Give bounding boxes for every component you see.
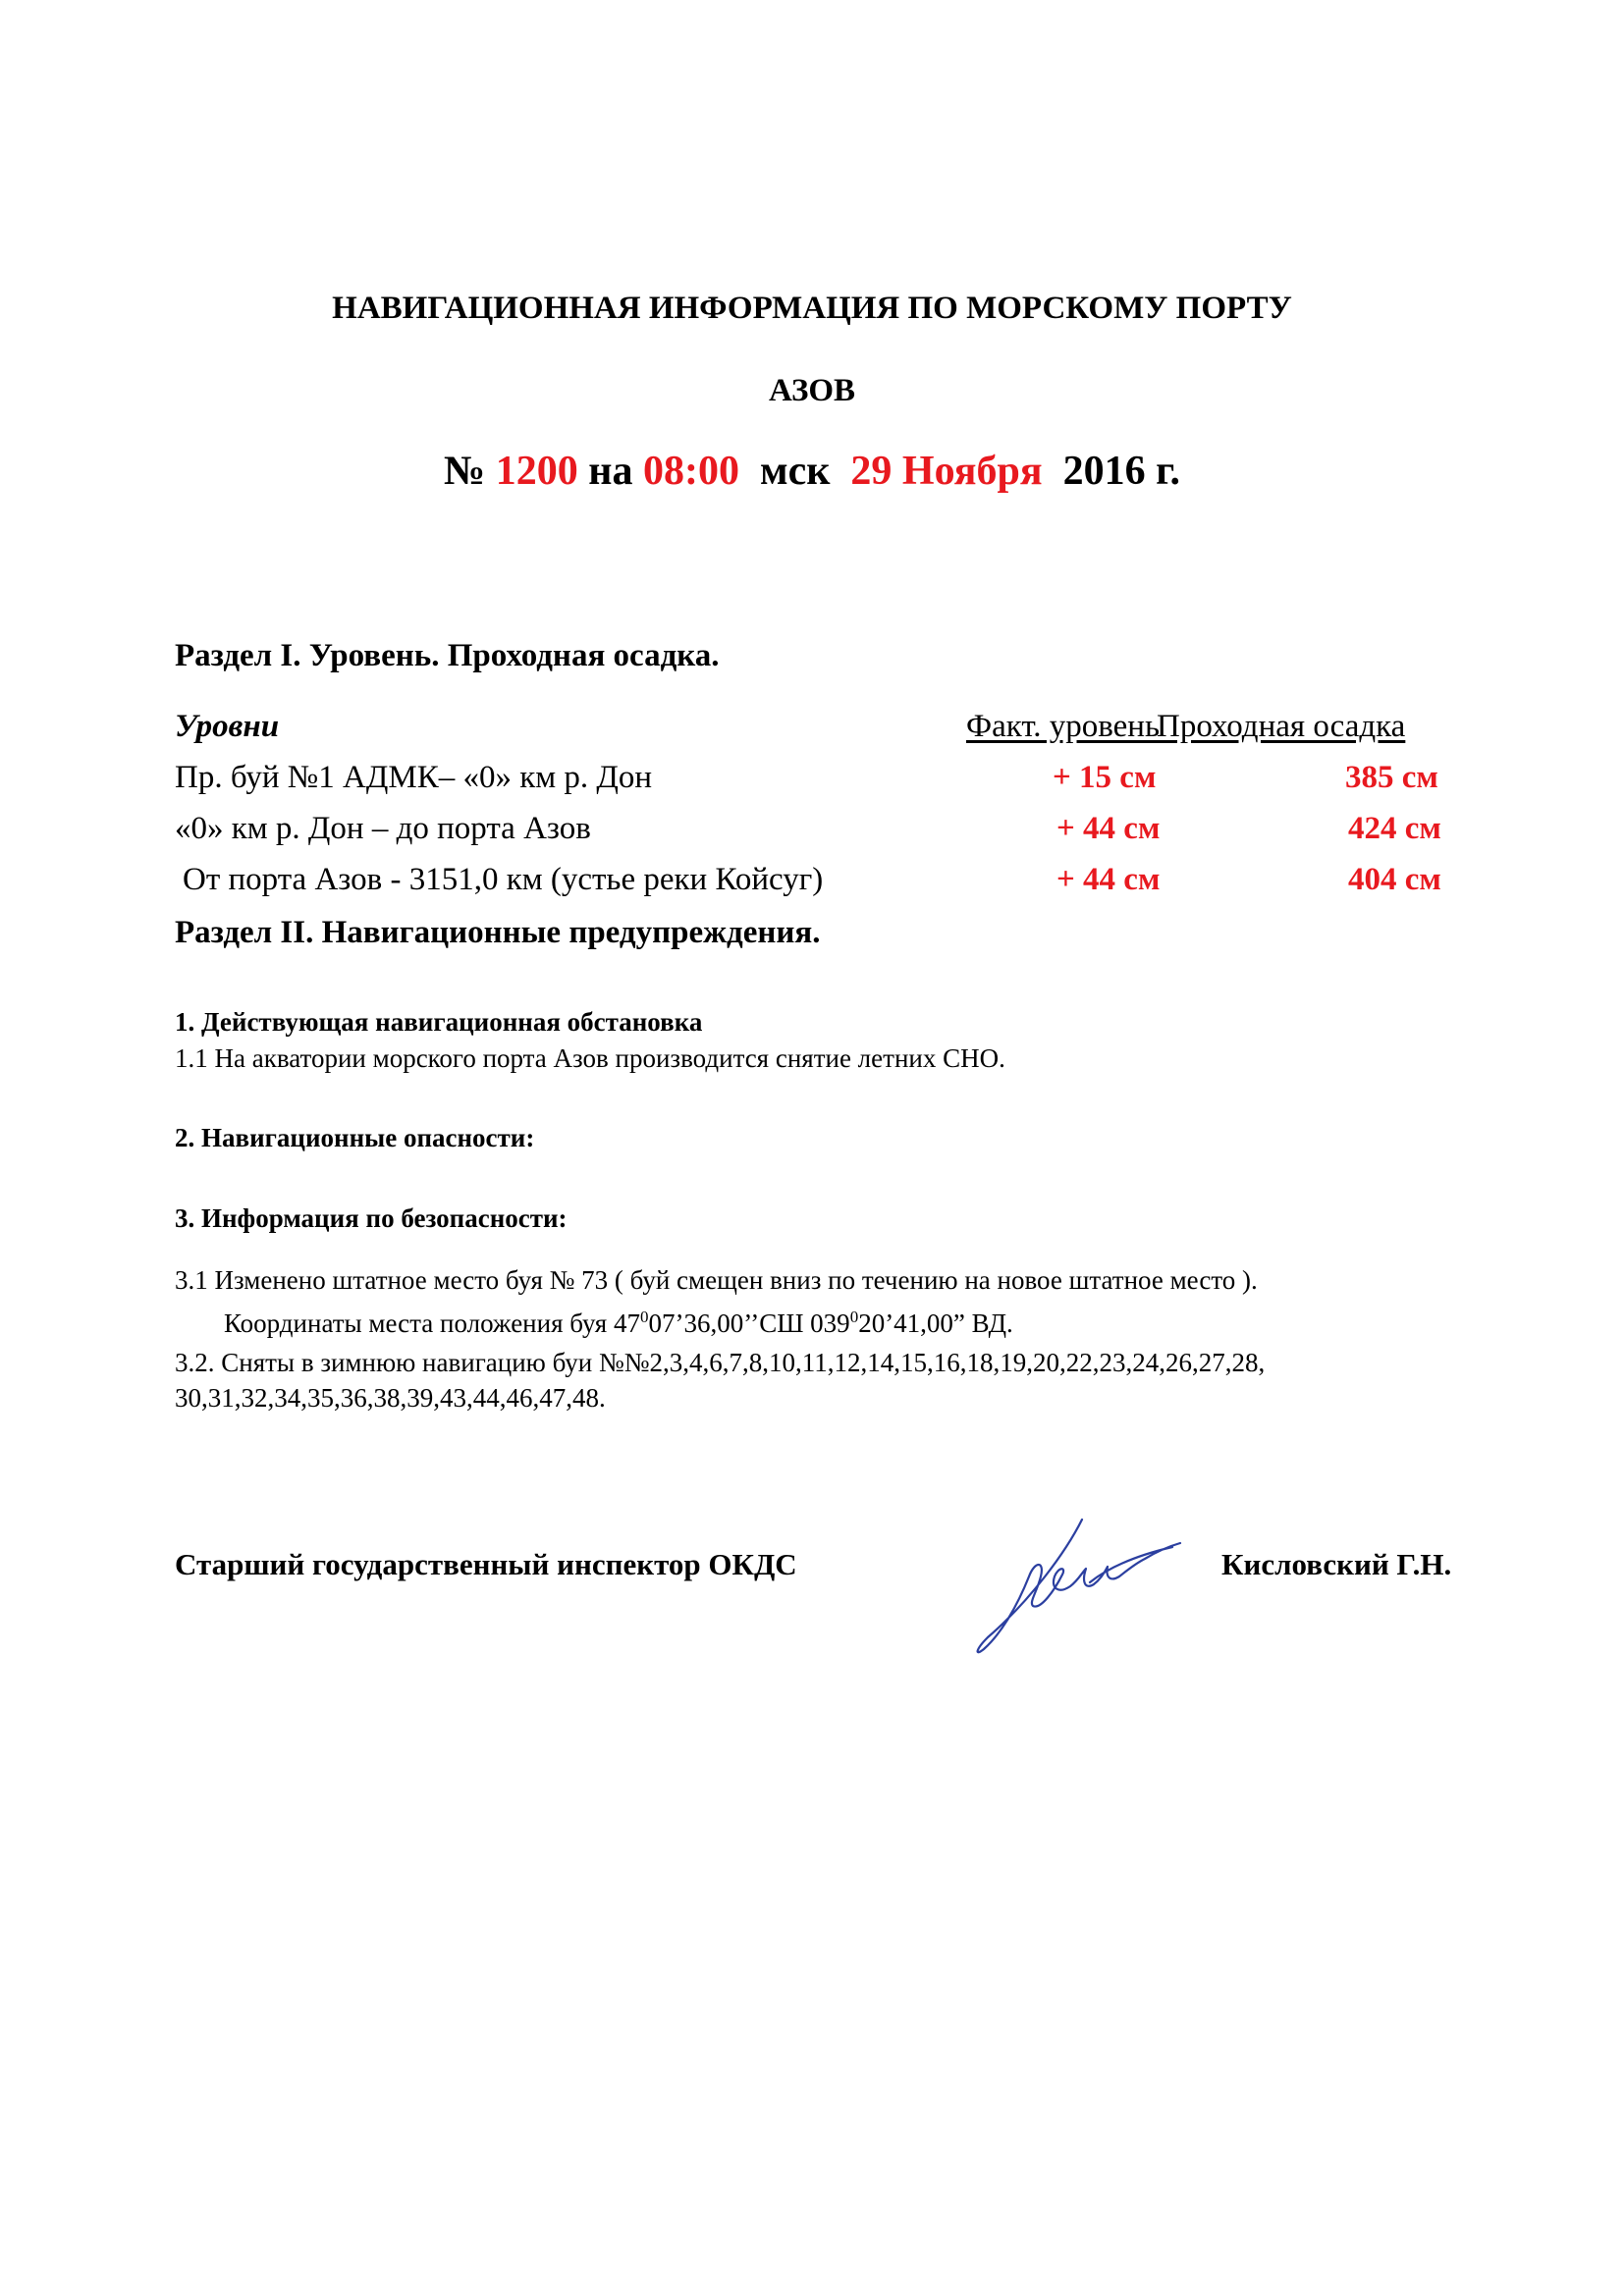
document-title: НАВИГАЦИОННАЯ ИНФОРМАЦИЯ ПО МОРСКОМУ ПОРТУ — [332, 291, 1292, 326]
col-draft: Проходная осадка — [1157, 709, 1406, 744]
section1-title: Раздел I. Уровень. Проходная осадка. — [175, 638, 720, 673]
bulletin-date: 29 Ноября — [850, 449, 1043, 494]
col-levels: Уровни — [175, 709, 280, 744]
degree-mark: 0 — [639, 1308, 649, 1326]
bulletin-number: 1200 — [495, 449, 578, 494]
segment-name: От порта Азов - 3151,0 км (устье реки Койсуг) — [183, 862, 824, 897]
signatory-position: Старший государственный инспектор ОКДС — [175, 1547, 797, 1581]
at-label: на — [588, 449, 633, 494]
subsection-title: 3. Информация по безопасности: — [175, 1203, 568, 1233]
bulletin-number-line — [0, 448, 1624, 495]
coords-prefix: Координаты места положения буя 47 — [224, 1308, 640, 1338]
table-row — [175, 862, 1569, 905]
notice-text: 3.1 Изменено штатное место буя № 73 ( буй смещен вниз по течению на новое штатное место ). — [175, 1265, 1258, 1295]
draft-value: 385 см — [1345, 760, 1438, 795]
coords-longitude: 20’41,00” ВД. — [858, 1308, 1013, 1338]
handwritten-signature — [972, 1512, 1198, 1659]
draft-value: 424 см — [1348, 811, 1441, 846]
col-actual-level: Факт. уровень — [966, 709, 1161, 744]
buoy-coordinates — [224, 1306, 1013, 1341]
bulletin-time: 08:00 — [642, 449, 739, 494]
segment-name: «0» км р. Дон – до порта Азов — [175, 811, 591, 846]
subsection-title: 2. Навигационные опасности: — [175, 1123, 535, 1152]
bulletin-year: 2016 г. — [1062, 449, 1180, 494]
notice-text: 30,31,32,34,35,36,38,39,43,44,46,47,48. — [175, 1383, 606, 1413]
section2-title: Раздел II. Навигационные предупреждения. — [175, 915, 821, 950]
actual-level-value: + 44 см — [1056, 862, 1161, 897]
notice-text: 1.1 На акватории морского порта Азов производится снятие летних СНО. — [175, 1043, 1005, 1073]
actual-level-value: + 44 см — [1056, 811, 1161, 846]
timezone-label: мск — [759, 449, 831, 494]
draft-value: 404 см — [1348, 862, 1441, 897]
subsection-title: 1. Действующая навигационная обстановка — [175, 1007, 703, 1037]
port-name: АЗОВ — [768, 373, 856, 408]
actual-level-value: + 15 см — [1053, 760, 1157, 795]
degree-mark: 0 — [849, 1308, 859, 1326]
segment-name: Пр. буй №1 АДМК– «0» км р. Дон — [175, 760, 653, 795]
notice-text: 3.2. Сняты в зимнюю навигацию буи №№2,3,4,6,7,8,10,11,12,14,15,16,18,19,20,22,23,24,26,27,28, — [175, 1348, 1266, 1377]
levels-table-header — [175, 709, 1569, 752]
table-row — [175, 760, 1569, 803]
coords-latitude: 07’36,00’’СШ 039 — [648, 1308, 850, 1338]
table-row — [175, 811, 1569, 854]
signatory-name: Кисловский Г.Н. — [1221, 1547, 1452, 1581]
number-prefix: № — [444, 449, 486, 494]
